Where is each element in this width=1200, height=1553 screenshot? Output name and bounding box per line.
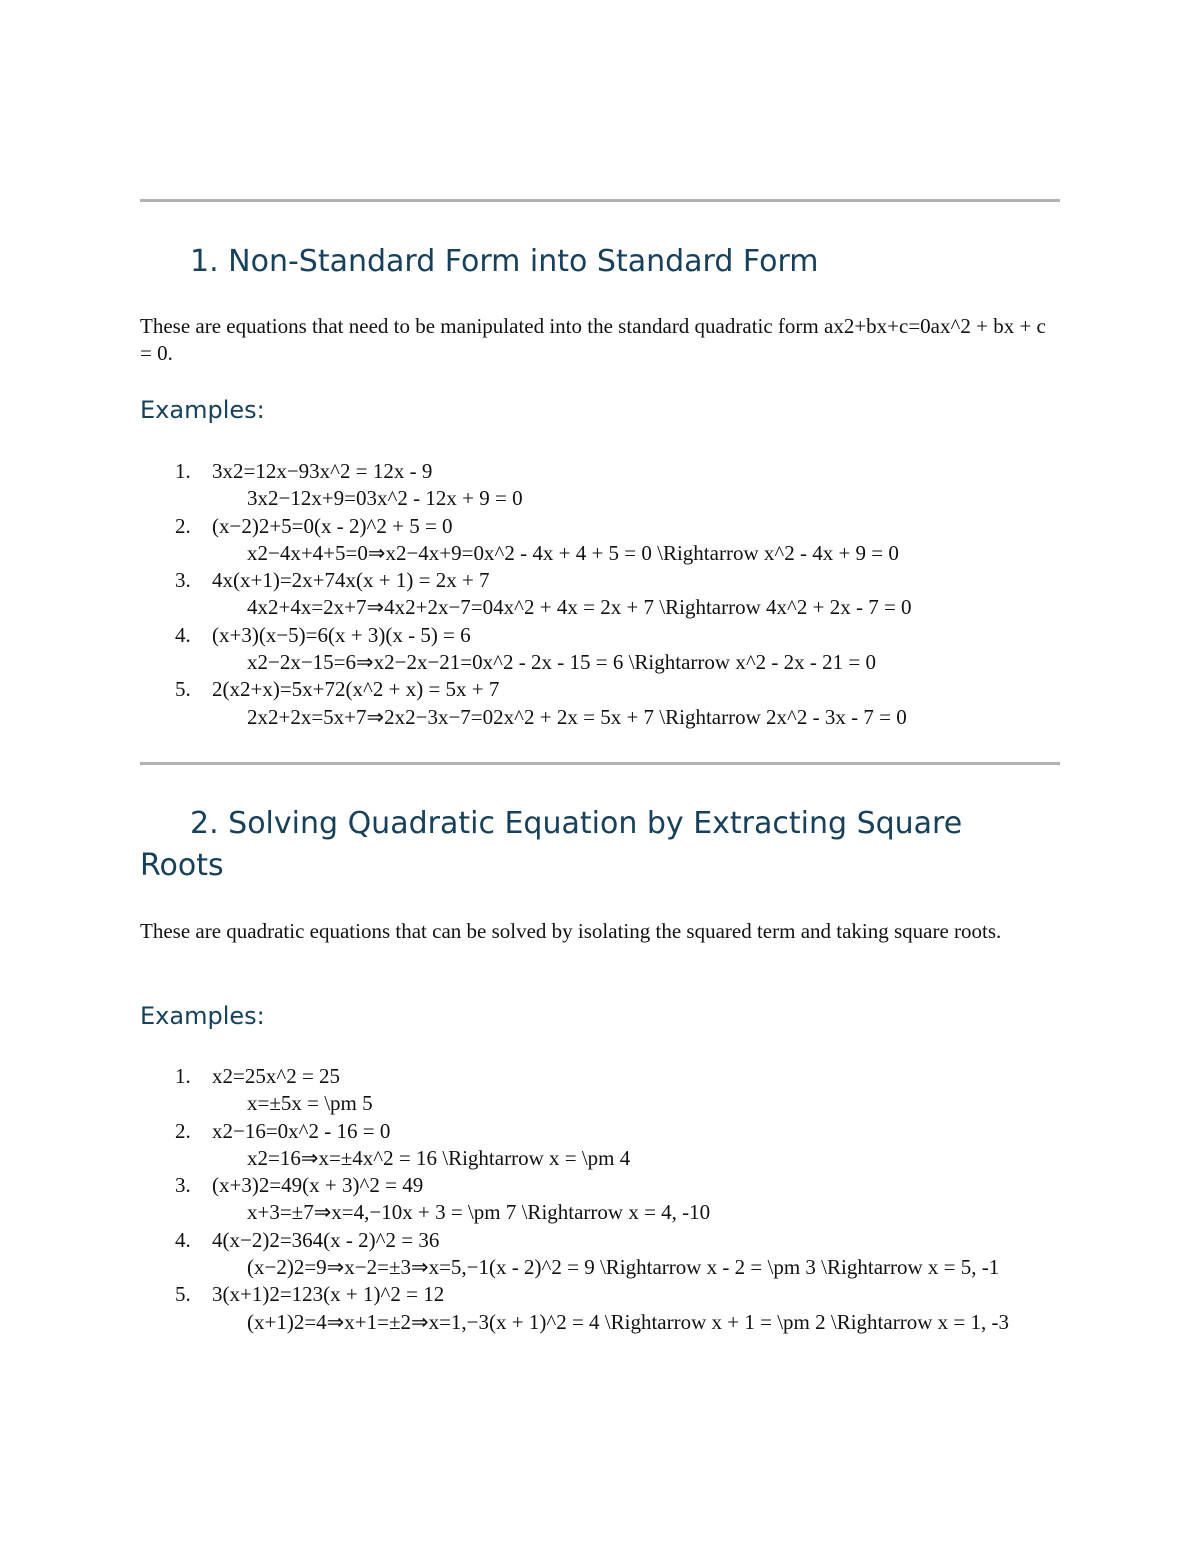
- equation-step: (x+1)2=4⇒x+1=±2⇒x=1,−3(x + 1)^2 = 4 \Rightarrow x + 1 = \pm 2 \Rightarrow x = 1, -3: [247, 1309, 1009, 1334]
- equation: 4(x−2)2=364(x - 2)^2 = 36: [212, 1227, 440, 1252]
- item-number: 1.: [175, 459, 191, 483]
- equation-step: x2−2x−15=6⇒x2−2x−21=0x^2 - 2x - 15 = 6 \Rightarrow x^2 - 2x - 21 = 0: [247, 650, 877, 675]
- equation: (x+3)(x−5)=6(x + 3)(x - 5) = 6: [212, 622, 471, 647]
- list-item: [140, 1172, 1055, 1227]
- list-item: [140, 1118, 1055, 1173]
- examples-list: [140, 458, 1055, 731]
- equation: 3(x+1)2=123(x + 1)^2 = 12: [212, 1282, 445, 1307]
- section-intro: These are quadratic equations that can be solved by isolating the squared term and taking square roots.: [140, 919, 1002, 943]
- item-number: 5.: [175, 677, 191, 702]
- item-number: 4.: [175, 622, 191, 647]
- list-item: [140, 1281, 1055, 1336]
- equation: 4x(x+1)=2x+74x(x + 1) = 2x + 7: [212, 568, 490, 593]
- equation: x2=25x^2 = 25: [212, 1064, 341, 1088]
- equation-step: x+3=±7⇒x=4,−10x + 3 = \pm 7 \Rightarrow x = 4, -10: [247, 1200, 711, 1225]
- item-number: 5.: [175, 1282, 191, 1307]
- section-divider: [140, 199, 1060, 202]
- list-item: [140, 458, 1055, 513]
- list-item: [140, 567, 1055, 622]
- equation-step: (x−2)2=9⇒x−2=±3⇒x=5,−1(x - 2)^2 = 9 \Rightarrow x - 2 = \pm 3 \Rightarrow x = 5, -1: [247, 1255, 1000, 1280]
- examples-heading: Examples:: [140, 1002, 265, 1030]
- list-item: [140, 513, 1055, 568]
- item-number: 2.: [175, 513, 191, 538]
- equation-step: 4x2+4x=2x+7⇒4x2+2x−7=04x^2 + 4x = 2x + 7 \Rightarrow 4x^2 + 2x - 7 = 0: [247, 595, 912, 620]
- section-title: 2. Solving Quadratic Equation by Extracting Square Roots: [140, 806, 963, 883]
- section-title: 1. Non-Standard Form into Standard Form: [190, 244, 819, 279]
- section-intro: These are equations that need to be manipulated into the standard quadratic form ax2+bx+c=0ax^2 + bx + c = 0.: [140, 314, 1046, 365]
- examples-list: [140, 1063, 1055, 1336]
- item-number: 4.: [175, 1227, 191, 1252]
- equation-step: 2x2+2x=5x+7⇒2x2−3x−7=02x^2 + 2x = 5x + 7 \Rightarrow 2x^2 - 3x - 7 = 0: [247, 704, 907, 729]
- equation: (x+3)2=49(x + 3)^2 = 49: [212, 1173, 424, 1198]
- list-item: [140, 1227, 1055, 1282]
- examples-heading: Examples:: [140, 396, 265, 424]
- item-number: 2.: [175, 1118, 191, 1143]
- list-item: [140, 1063, 1055, 1118]
- section-divider: [140, 762, 1060, 765]
- equation-step: x=±5x = \pm 5: [247, 1091, 373, 1116]
- equation: 3x2=12x−93x^2 = 12x - 9: [212, 459, 433, 483]
- equation: (x−2)2+5=0(x - 2)^2 + 5 = 0: [212, 513, 453, 538]
- list-item: [140, 622, 1055, 677]
- equation-step: x2−4x+4+5=0⇒x2−4x+9=0x^2 - 4x + 4 + 5 = 0 \Rightarrow x^2 - 4x + 9 = 0: [247, 540, 899, 565]
- item-number: 3.: [175, 568, 191, 593]
- item-number: 1.: [175, 1064, 191, 1088]
- equation-step: 3x2−12x+9=03x^2 - 12x + 9 = 0: [247, 486, 523, 511]
- equation: 2(x2+x)=5x+72(x^2 + x) = 5x + 7: [212, 677, 500, 702]
- list-item: [140, 676, 1055, 731]
- item-number: 3.: [175, 1173, 191, 1198]
- equation: x2−16=0x^2 - 16 = 0: [212, 1118, 391, 1143]
- equation-step: x2=16⇒x=±4x^2 = 16 \Rightarrow x = \pm 4: [247, 1145, 631, 1170]
